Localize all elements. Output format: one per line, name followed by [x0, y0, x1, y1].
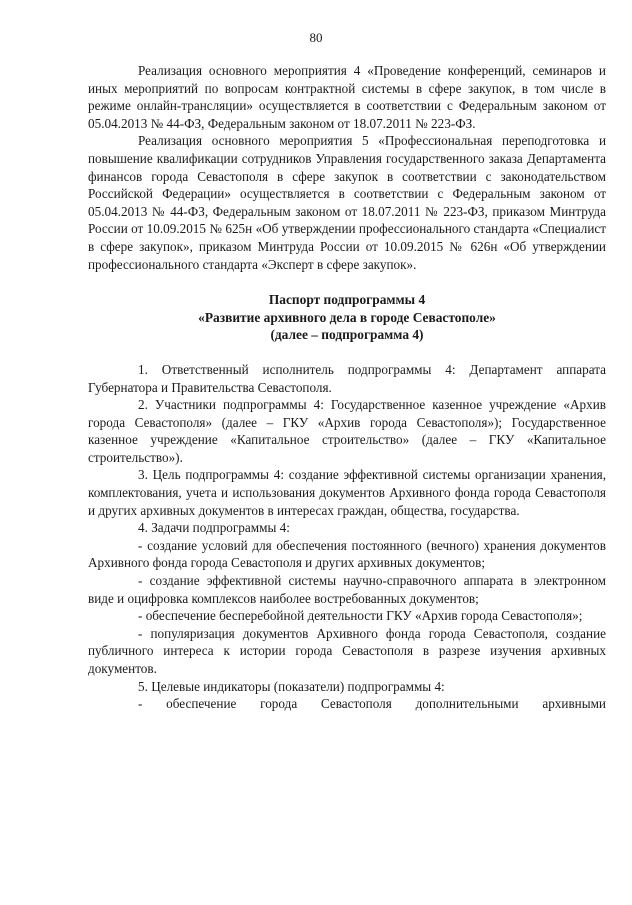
page-number: 80	[309, 30, 323, 45]
subprogram-title	[88, 291, 606, 344]
title-line-3: (далее – подпрограмма 4)	[270, 327, 424, 343]
title-line-1: Паспорт подпрограммы 4	[268, 292, 426, 308]
indicator-item: - обеспечение города Севастополя дополнительными архивными	[138, 696, 606, 712]
title-line-2: «Развитие архивного дела в городе Севастополе»	[198, 309, 496, 325]
task-item: - обеспечение бесперебойной деятельности ГКУ «Архив города Севастополя»;	[138, 608, 583, 624]
task-item: - создание эффективной системы научно-справочного аппарата в электронном виде и оцифровка комплексов наиболее востребованных документов;	[88, 573, 606, 606]
task-item: - создание условий для обеспечения постоянного (вечного) хранения документов Архивного фонда города Севастополя и других архивных документов;	[88, 537, 606, 571]
paragraph-event-4: Реализация основного мероприятия 4 «Проведение конференций, семинаров и иных мероприятий по вопросам контрактной системы в сфере закупок, в том числе в режиме онлайн-трансляции» осуществляется в соответствии с Федеральным законом от 05.04.2013 № 44-ФЗ, Федеральным законом от 18.07.2011 № 223-ФЗ.	[88, 63, 606, 131]
task-item: - популяризация документов Архивного фонда города Севастополя, создание публичного интереса к истории города Севастополя в разрезе изучения архивных документов.	[88, 625, 606, 676]
item-participants: 2. Участники подпрограммы 4: Государственное казенное учреждение «Архив города Севастополя» (далее – ГКУ «Архив города Севастополя»); Государственное казенное учреждение «Капитальное строительство» (далее – ГКУ «Капитальное строительство»).	[88, 397, 606, 465]
item-responsible-executor: 1. Ответственный исполнитель подпрограммы 4: Департамент аппарата Губернатора и Правительства Севастополя.	[88, 361, 606, 395]
item-tasks-heading: 4. Задачи подпрограммы 4:	[138, 520, 290, 536]
page-content	[88, 62, 606, 713]
item-indicators-heading: 5. Целевые индикаторы (показатели) подпрограммы 4:	[138, 678, 445, 694]
item-goal: 3. Цель подпрограммы 4: создание эффективной системы организации хранения, комплектования, учета и использования документов Архивного фонда города Севастополя и других архивных документов в интересах граждан, общества, государства.	[88, 467, 606, 518]
paragraph-event-5: Реализация основного мероприятия 5 «Профессиональная переподготовка и повышение квалификации сотрудников Управления государственного заказа Департамента финансов города Севастополя в сфере закупок в соответствии с законодательством Российской Федерации» осуществляется в соответствии с Федеральным законом от 05.04.2013 № 44-ФЗ, Федеральным законом от 18.07.2011 № 223-ФЗ, приказом Минтруда России от 10.09.2015 № 625н «Об утверждении профессионального стандарта «Специалист в сфере закупок», приказом Минтруда России от 10.09.2015 № 626н «Об утверждении профессионального стандарта «Эксперт в сфере закупок».	[88, 133, 606, 272]
